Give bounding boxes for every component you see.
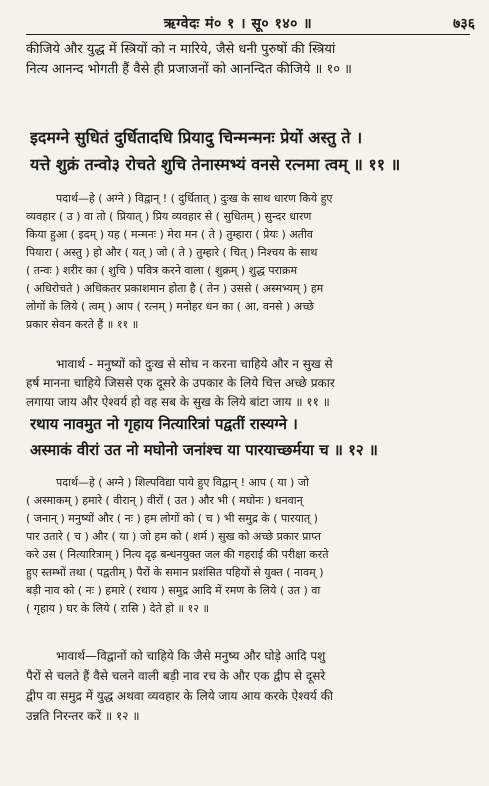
text-line: लगाया जाय और ऐश्वर्य हो वह सब के सुख के लिये बांटा जाय ॥ ११ ॥ bbox=[26, 395, 330, 409]
text-line: उन्नति निरन्तर करें ॥ १२ ॥ bbox=[26, 709, 140, 723]
mantra-line: इदमग्ने सुधितं दुर्धितादधि प्रियादु चिन्मन्मनः प्रेयों अस्तु ते । bbox=[30, 128, 363, 147]
text-line: भावार्थ - मनुष्यों को दुःख से सोच न करना चाहिये और न सुख से bbox=[56, 357, 333, 371]
text-line: पदार्थ—हे ( अग्ने ) शिल्पविद्या पाये हुए विद्वान् ! आप ( या ) जो bbox=[56, 476, 309, 489]
text-line: लोगों के लिये ( त्वम् ) आप ( रत्नम् ) मनोहर धन का ( आ, वनसे ) अच्छे bbox=[26, 300, 314, 313]
text-line: व्यवहार ( उ ) वा तो ( प्रियात् ) प्रिय व्यवहार से ( सुधितम् ) सुन्दर धारण bbox=[26, 210, 312, 223]
text-line: कीजिये और युद्ध में स्त्रियों को न मारिये, जैसे धनी पुरुषों की स्त्रियां bbox=[26, 42, 336, 57]
padartha-11 bbox=[26, 190, 474, 334]
text-line: पार उतारे ( च ) और ( या ) जो हम को ( शर्म ) सुख को अच्छे प्रकार प्राप्त bbox=[26, 530, 321, 543]
text-line: बड़ी नाव को ( नः ) हमारे ( रथाय ) समुद्र आदि में रमण के लिये ( उत ) वा bbox=[26, 584, 321, 597]
text-line: प्रकार सेवन करते हैं ॥ ११ ॥ bbox=[26, 318, 139, 331]
header-title: ऋग्वेदः मं० १ । सू० १४० ॥ bbox=[163, 16, 313, 32]
bhavartha-12 bbox=[26, 646, 474, 726]
padartha-12 bbox=[26, 474, 474, 618]
text-line: पैरों से चलते हैं वैसे चलने वाली बड़ी नाव रच के और एक द्वीप से दूसरे bbox=[26, 669, 326, 683]
text-line: करे उस ( नित्यारित्राम् ) नित्य दृढ़ बन्धनयुक्त जल की गहराई की परीक्षा करते bbox=[26, 548, 329, 561]
text-line: ( तन्वः ) शरीर का ( शुचि ) पवित्र करने वाला ( शुक्रम् ) शुद्ध पराक्रम bbox=[26, 264, 298, 277]
text-line: किया हुआ ( इदम् ) यह ( मन्मनः ) मेरा मन ( ते ) तुम्हारा ( प्रेयः ) अतीव bbox=[26, 228, 313, 241]
mantra-12 bbox=[30, 411, 476, 463]
text-line: ( अधिरोचते ) अधिकतर प्रकाशमान होता है ( तेन ) उससे ( अस्मभ्यम् ) हम bbox=[26, 282, 324, 295]
mantra-line: अस्माकं वीरां उत नो मघोनो जनांश्च या पारयाच्छर्मया च ॥ १२ ॥ bbox=[30, 441, 378, 459]
text-line: नित्य आनन्द भोगती हैं वैसे ही प्रजाजनों को आनन्दित कीजिये ॥ १० ॥ bbox=[26, 62, 352, 77]
mantra-line: यत्ते शुक्रं तन्वो३ रोचते शुचि तेनास्मभ्यं वनसे रत्नमा त्वम् ॥ ११ ॥ bbox=[30, 155, 401, 174]
bhavartha-11 bbox=[26, 355, 474, 412]
mantra-line: रथाय नावमुत नो गृहाय नित्यारित्रां पद्वतीं रास्यग्ने । bbox=[30, 415, 298, 433]
page-number: ७३६ bbox=[453, 16, 475, 32]
paragraph-continued bbox=[26, 40, 474, 80]
text-line: हुए स्तम्भों तथा ( पद्वतीम् ) पैरों के समान प्रशंसित पहियों से युक्त ( नावम् ) bbox=[26, 566, 324, 579]
text-line: हर्ष मानना चाहिये जिससे एक दूसरे के उपकार के लिये चित्त अच्छे प्रकार bbox=[26, 376, 335, 390]
text-line: ( गृहाय ) घर के लिये ( रासि ) देते हो ॥ १२ ॥ bbox=[26, 602, 210, 615]
text-line: ( अस्माकम् ) हमारे ( वीरान् ) वीरों ( उत ) और भी ( मघोनः ) धनवान् bbox=[26, 494, 303, 507]
text-line: द्वीप वा समुद्र में युद्ध अथवा व्यवहार के लिये जाय आय करके ऐश्वर्य की bbox=[26, 689, 333, 703]
header-rule bbox=[26, 34, 470, 35]
text-line: भावार्थ—विद्वानों को चाहिये कि जैसे मनुष्य और घोड़े आदि पशु bbox=[56, 649, 326, 663]
mantra-11 bbox=[30, 124, 476, 178]
text-line: पियारा ( अस्तु ) हो और ( यत् ) जो ( ते ) तुम्हारे ( चित् ) निश्चय के साथ bbox=[26, 246, 318, 259]
text-line: ( जनान् ) मनुष्यों और ( नः ) हम लोगों को ( च ) भी समुद्र के ( पारयात् ) bbox=[26, 512, 318, 525]
text-line: पदार्थ—हे ( अग्ने ) विद्वान् ! ( दुर्धितात् ) दुःख के साथ धारण किये हुए bbox=[56, 192, 333, 205]
